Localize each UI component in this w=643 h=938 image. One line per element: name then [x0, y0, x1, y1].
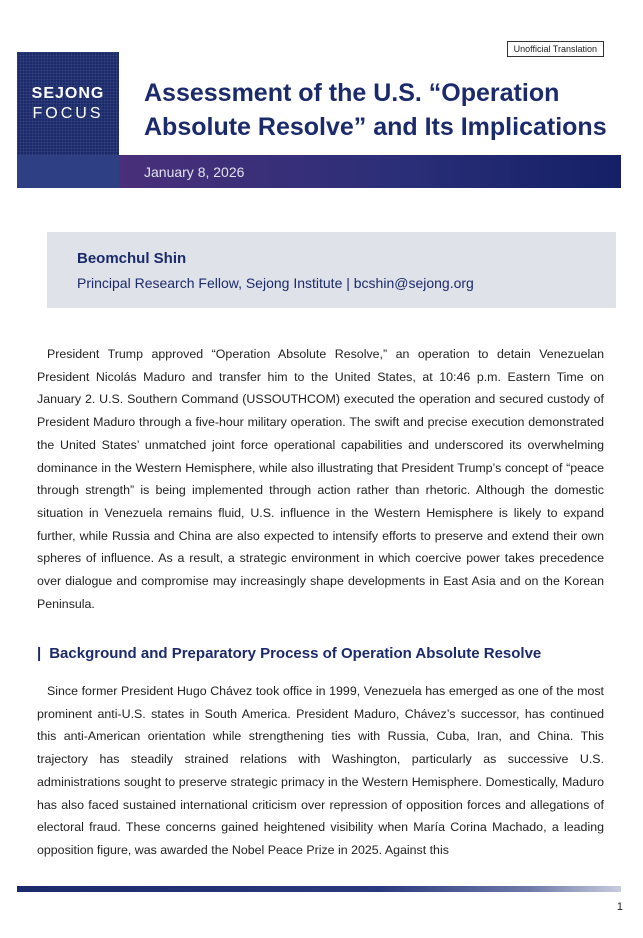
title-line-1: Assessment of the U.S. “Operation	[144, 79, 560, 107]
section-heading-text: Background and Preparatory Process of Operation Absolute Resolve	[49, 645, 542, 662]
author-box	[47, 232, 616, 308]
page-number: 1	[616, 901, 623, 913]
sejong-focus-logo	[17, 52, 119, 155]
author-name: Beomchul Shin	[77, 250, 187, 267]
page-title	[144, 76, 614, 144]
body-paragraph-1: President Trump approved “Operation Absolute Resolve,” an operation to detain Venezuelan President Nicolás Maduro and transfer him to the United States, at 10:46 p.m. Eastern Time on January 2. U.S. Southern Command (USSOUTHCOM) executed the operation and secured custody of President Maduro through a five-hour military operation. The swift and precise execution demonstrated the United States’ unmatched joint force operational capabilities and underscored its overwhelming dominance in the Western Hemisphere, while also illustrating that President Trump’s concept of “peace through strength” is being implemented through action rather than rhetoric. Although the domestic situation in Venezuela remains fluid, U.S. influence in the Western Hemisphere is likely to expand further, while Russia and China are also expected to intensify efforts to preserve and extend their own spheres of influence. As a result, a strategic environment in which coercive power takes precedence over dialogue and compromise may increasingly shape developments in East Asia and on the Korean Peninsula.	[37, 347, 604, 611]
logo-bottom-strip	[17, 155, 119, 188]
body-paragraph-2: Since former President Hugo Chávez took office in 1999, Venezuela has emerged as one of the most prominent anti-U.S. states in South America. President Maduro, Chávez’s successor, has continued this anti-American orientation while strengthening ties with Russia, Cuba, Iran, and China. This trajectory has steadily strained relations with Washington, particularly as successive U.S. administrations sought to preserve strategic primacy in the Western Hemisphere. Domestically, Maduro has also faced sustained international criticism over repression of opposition forces and allegations of electoral fraud. These concerns gained heightened visibility when María Corina Machado, a leading opposition figure, was awarded the Nobel Peace Prize in 2025. Against this	[37, 684, 604, 857]
logo-line-sejong: SEJONG	[31, 84, 105, 102]
section-heading	[37, 645, 541, 662]
author-affiliation: Principal Research Fellow, Sejong Institute | bcshin@sejong.org	[77, 275, 474, 291]
footer-divider	[17, 886, 621, 892]
unofficial-translation-badge: Unofficial Translation	[507, 41, 604, 57]
title-line-2: Absolute Resolve” and Its Implications	[144, 113, 607, 141]
section-marker: |	[37, 645, 42, 662]
publication-date: January 8, 2026	[144, 164, 245, 180]
logo-line-focus: FOCUS	[32, 104, 104, 122]
